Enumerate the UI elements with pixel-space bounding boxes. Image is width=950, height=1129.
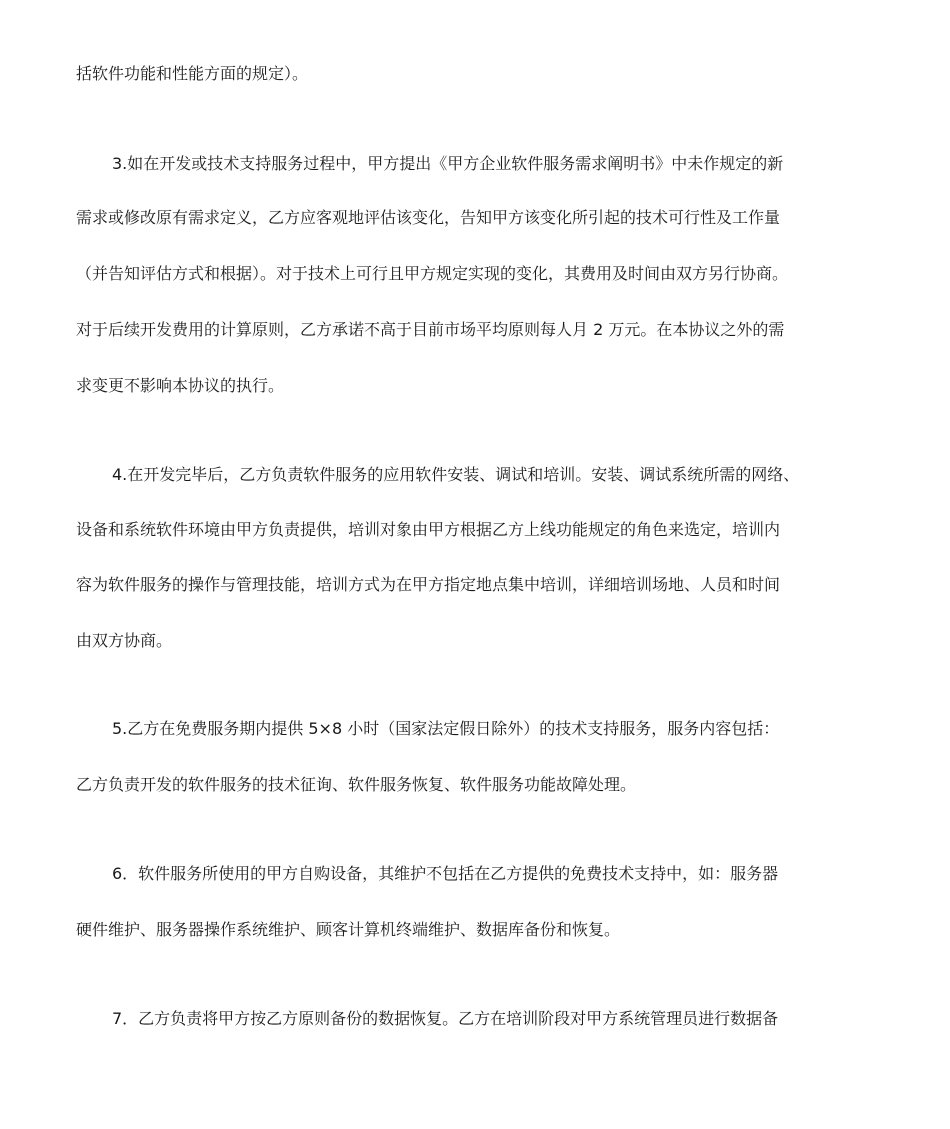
text-line: 需求或修改原有需求定义，乙方应客观地评估该变化，告知甲方该变化所引起的技术可行性及工作量 [76, 208, 781, 227]
text-line: 7．乙方负责将甲方按乙方原则备份的数据恢复。乙方在培训阶段对甲方系统管理员进行数据备 [112, 1009, 779, 1028]
text-line: （并告知评估方式和根据）。对于技术上可行且甲方规定实现的变化，其费用及时间由双方另行协商。 [76, 264, 789, 283]
text-line: 3.如在开发或技术支持服务过程中，甲方提出《甲方企业软件服务需求阐明书》中未作规定的新 [112, 154, 784, 173]
text-line: 5.乙方在免费服务期内提供 5×8 小时（国家法定假日除外）的技术支持服务，服务内容包括： [112, 719, 780, 738]
text-line: 硬件维护、服务器操作系统维护、顾客计算机终端维护、数据库备份和恢复。 [76, 920, 621, 939]
text-line: 由双方协商。 [76, 631, 173, 650]
text-line: 括软件功能和性能方面的规定）。 [76, 64, 309, 83]
text-line: 设备和系统软件环境由甲方负责提供，培训对象由甲方根据乙方上线功能规定的角色来选定，培训内 [76, 520, 781, 539]
text-line: 求变更不影响本协议的执行。 [76, 376, 285, 395]
text-line: 4.在开发完毕后，乙方负责软件服务的应用软件安装、调试和培训。安装、调试系统所需的网络、 [112, 465, 800, 484]
text-line: 容为软件服务的操作与管理技能，培训方式为在甲方指定地点集中培训，详细培训场地、人员和时间 [76, 575, 781, 594]
text-line: 对于后续开发费用的计算原则，乙方承诺不高于目前市场平均原则每人月 2 万元。在本协议之外的需 [76, 320, 785, 339]
text-line: 6．软件服务所使用的甲方自购设备，其维护不包括在乙方提供的免费技术支持中，如：服务器 [112, 864, 779, 883]
text-line: 乙方负责开发的软件服务的技术征询、软件服务恢复、软件服务功能故障处理。 [76, 775, 637, 794]
